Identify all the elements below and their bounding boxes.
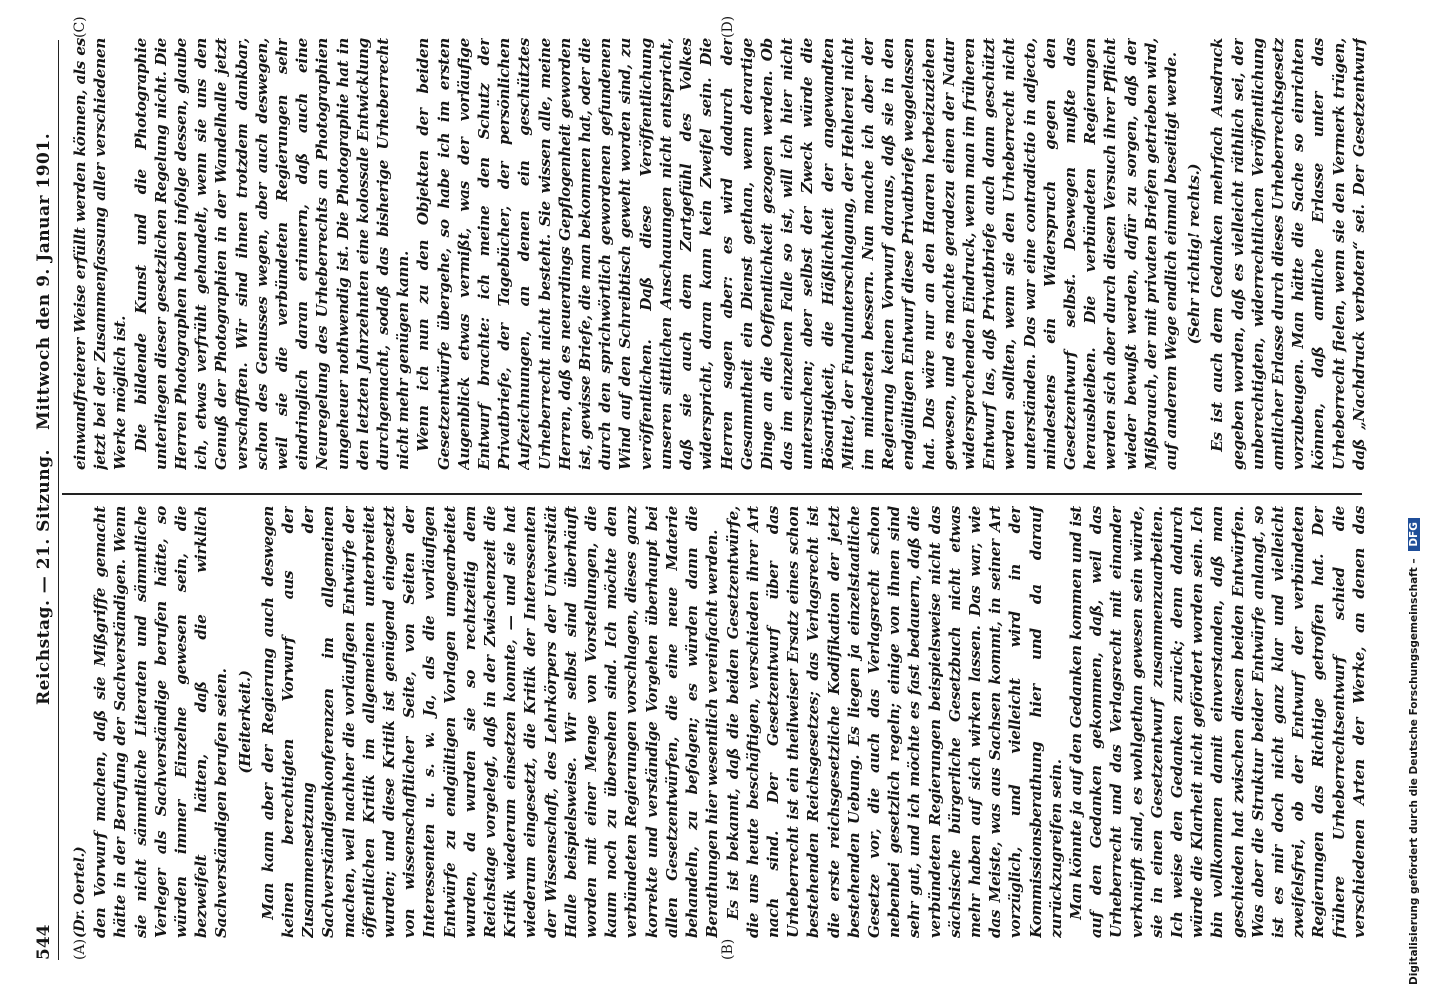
page-number: 544 — [34, 924, 54, 960]
paragraph: Wenn ich nun zu den Objekten der beiden Gesetzentwürfe übergehe, so habe ich im ersten Augenblick etwas vermißt, was der vorläufige Entwurf brachte: ich meine den Schutz der Privatbriefe, der Tagebücher, der persönlichen Aufzeichnungen, an denen ein geschütztes Urheberrecht nicht besteht. Sie wissen alle, meine Herren, daß es neuerdings Gepflogenheit geworden ist, gewisse Briefe, die man bekommen hat, oder die durch den sprichwörtlich gewordenen gefundenen Wind auf den Schreibtisch geweht worden sind, zu veröffentlichen. Daß diese Veröffentlichung unseren sittlichen Anschauungen nicht entspricht, daß sie auch dem Zartgefühl des Volkes widerspricht, daran kann kein Zweifel sein. Die Herren sagen aber: es wird dadurch der Gesammtheit ein Dienst gethan, wenn derartige Dinge an die Oeffentlichkeit gezogen werden. Ob das im einzelnen Falle so ist, will ich hier nicht untersuchen; aber selbst der Zweck würde die Bösartigkeit, die Häßlichkeit der angewandten Mittel, der Fundunterschlagung, der Hehlerei nicht im mindesten bessern. Nun mache ich aber der Regierung keinen Vorwurf daraus, daß sie in den endgültigen Entwurf diese Privatbriefe weggelassen hat. Das wäre nur an den Haaren herbeizuziehen gewesen, und es machte geradezu einen der Natur widersprechenden Eindruck, wenn man im früheren Entwurf las, daß Privatbriefe auch dann geschützt werden sollten, wenn sie den Urheberrecht nicht unterständen. Das war eine contradictio in adjecto, mindestens ein Widerspruch gegen den Gesetzentwurf selbst. Deswegen mußte das herausbleiben. Die verbündeten Regierungen werden sich aber durch diesen Versuch ihrer Pflicht wieder bewußt werden, dafür zu sorgen, daß der Mißbrauch, der mit privaten Briefen getrieben wird, auf anderem Wege endlich einmal beseitigt werde. — [414, 38, 1180, 470]
interjection: (Sehr richtig! rechts.) — [1185, 163, 1204, 345]
margin-letter-b: (B) — [720, 938, 736, 960]
column-divider — [62, 493, 1362, 495]
running-header — [30, 40, 60, 960]
margin-letter-c: (C) — [72, 16, 88, 38]
dfg-logo: DFG — [1408, 518, 1420, 551]
paragraph: Es ist bekannt, daß die beiden Gesetzentwürfe, die uns heute beschäftigen, verschieden ihrer Art nach sind. Der Gesetzentwurf über das Urheberrecht ist ein theilweiser Ersatz eines schon bestehenden Reichsgesetzes; das Verlagsrecht ist die erste reichsgesetzliche Kodifikation der jetzt bestehenden Uebung. Es liegen ja einzelstaatliche Gesetze vor, die auch das Verlagsrecht schon nebenbei gesetzlich regeln; einige von ihnen sind sehr gut, und ich möchte es fast bedauern, daß die verbündeten Regierungen beispielsweise nicht das sächsische bürgerliche Gesetzbuch nicht etwas mehr haben auf sich wirken lassen. Das war, wie das Meiste, was aus Sachsen kommt, in seiner Art vorzüglich, und vielleicht wird in der Kommissionsberathung hier und da darauf zurückzugreifen sein. — [723, 506, 1065, 938]
digitization-credit — [1408, 5, 1426, 985]
speaker-label: (Dr. Oertel.) — [72, 846, 88, 938]
interjection: (Heiterkeit.) — [235, 670, 254, 774]
header-date: Mittwoch den 9. Januar 1901. — [34, 132, 54, 430]
paragraph: Die bildende Kunst und die Photographie unterliegen dieser gesetzlichen Regelung nicht. Die Herren Photographen haben infolge dessen, glaube ich, etwas verfrüht gehandelt, wenn sie uns den Genuß der Photographien in der Wandelhalle jetzt verschafften. Wir sind ihnen trotzdem dankbar, schon des Genusses wegen, aber auch deswegen, weil sie die verbündeten Regierungen sehr eindringlich daran erinnern, daß auch eine Neuregelung des Urheberrechts an Photographien ungeheuer nothwendig ist. Die Photographie hat in den letzten Jahrzehnten eine kolossale Entwicklung durchgemacht, sodaß das bisherige Urheberrecht nicht mehr genügen kann. — [131, 38, 413, 470]
credit-text: Digitalisierung gefördert durch die Deutsche Forschungsgemeinschaft – — [1408, 558, 1420, 985]
right-column — [70, 38, 1370, 470]
header-rule — [58, 40, 59, 960]
left-column — [70, 506, 1370, 938]
margin-letter-a: (A) — [72, 938, 88, 960]
paragraph: Es ist auch dem Gedanken mehrfach Ausdruck gegeben worden, daß es vielleicht räthlich sei, der unberechtigten, widerrechtlichen Veröffentlichung amtlicher Erlasse durch dieses Urheberrechtsgesetz vorzubeugen. Man hätte die Sache so einrichten können, daß amtliche Erlasse unter das Urheberrecht fielen, wenn sie den Vermerk trügen, daß „Nachdruck verboten“ sei. Der Gesetzentwurf — [1208, 38, 1368, 470]
paragraph: Man könnte ja auf den Gedanken kommen und ist auf den Gedanken gekommen, daß, weil das Urheberrecht und das Verlagsrecht mit einander verknüpft sind, es wohlgethan gewesen sein würde, sie in einen Gesetzentwurf zusammenzuarbeiten. Ich weise den Gedanken zurück; denn dadurch würde die Klarheit nicht gefördert worden sein. Ich bin vollkommen damit einverstanden, daß man geschieden hat zwischen diesen beiden Entwürfen. Was aber die Struktur beider Entwürfe anlangt, so ist es mir doch nicht ganz klar und vielleicht zweifelsfrei, ob der Entwurf der verbündeten Regierungen das Richtige getroffen hat. Der frühere Urheberrechtsentwurf schied die verschiedenen Arten der Werke, an denen das — [1066, 506, 1368, 938]
paragraph: einwandfreierer Weise erfüllt werden können, als es jetzt bei der Zusammenfassung aller verschiedenen Werke möglich ist. — [71, 38, 130, 470]
paragraph: den Vorwurf machen, daß sie Mißgriffe gemacht hätte in der Berufung der Sachverständigen. Wenn sie nicht sämmtliche Literaten und sämmtliche Verleger als Sachverständige berufen hätte, so würden immer Einzelne gewesen sein, die bezweifelt hätten, daß die wirklich Sachverständigen berufen seien. — [91, 506, 231, 938]
paragraph: Man kann aber der Regierung auch deswegen keinen berechtigten Vorwurf aus der Zusammensetzung der Sachverständigenkonferenzen im allgemeinen machen, weil nachher die vorläufigen Entwürfe der öffentlichen Kritik im allgemeinen unterbreitet wurden; und diese Kritik ist genügend eingesetzt von wissenschaftlicher Seite, von Seiten der Interessenten u. s. w. Ja, als die vorläufigen Entwürfe zu endgültigen Vorlagen umgearbeitet wurden, da wurden sie so rechtzeitig dem Reichstage vorgelegt, daß in der Zwischenzeit die Kritik wiederum einsetzen konnte, — und sie hat wiederum eingesetzt, die Kritik der Interessenten der Wissenschaft, des Lehrkörpers der Universität Halle beispielsweise. Wir selbst sind überhäuft worden mit einer Menge von Vorstellungen, die kaum noch zu übersehen sind. Ich möchte den verbündeten Regierungen vorschlagen, dieses ganz korrekte und verständige Vorgehen überhaupt bei allen Gesetzentwürfen, die eine neue Materie behandeln, zu befolgen; es würden dann die Berathungen hier wesentlich vereinfacht werden. — [258, 506, 722, 938]
header-session-title: Reichstag. — 21. Sitzung. — [34, 449, 54, 705]
margin-letter-d: (D) — [720, 15, 736, 38]
